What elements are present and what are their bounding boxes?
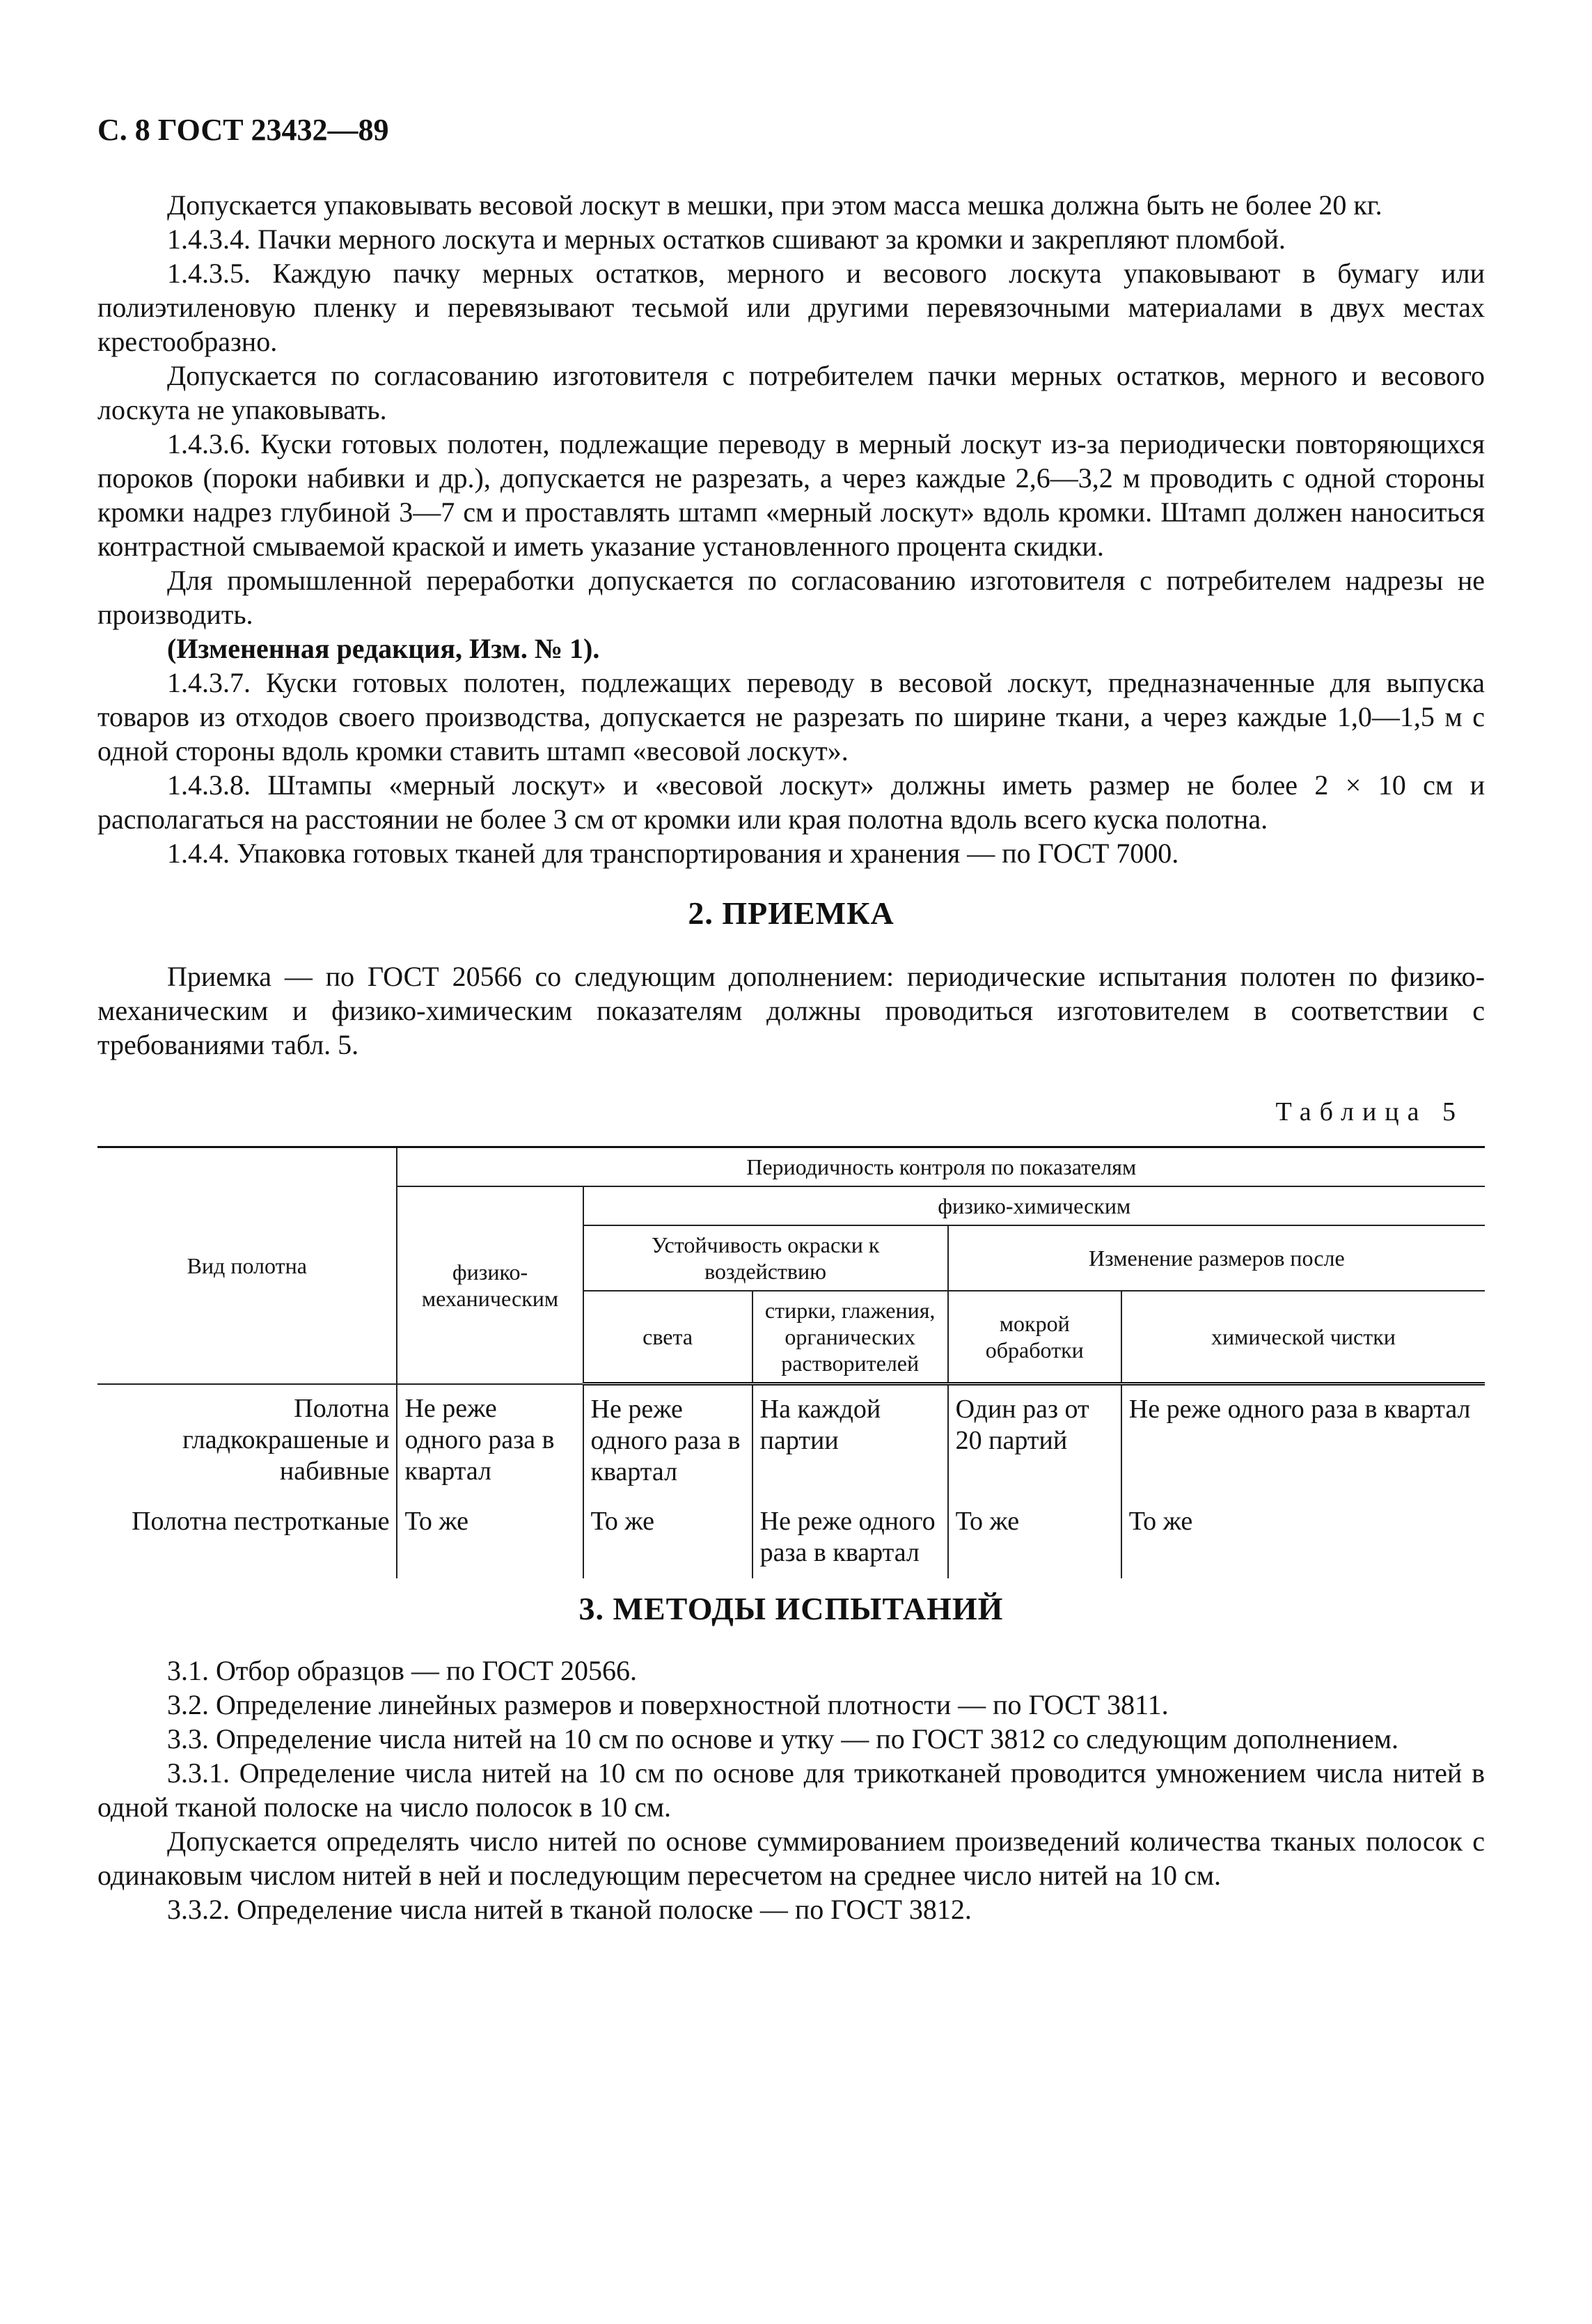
paragraph: 3.3.2. Определение числа нитей в тканой полоске — по ГОСТ 3812.: [167, 1894, 972, 1925]
table-cell: То же: [397, 1498, 583, 1578]
table-cell: Не реже одного раза в квартал: [583, 1384, 752, 1498]
table-cell: То же: [948, 1498, 1121, 1578]
paragraph: 1.4.3.7. Куски готовых полотен, подлежащих переводу в весовой лоскут, предназначенные для выпуска товаров из отходов своего производства, допускается не разрезать по ширине ткани, а через каждые 1,0—1,5 м с одной стороны вдоль кромки ставить штамп «весовой лоскут».: [97, 667, 1485, 767]
section-title-test-methods: 3. МЕТОДЫ ИСПЫТАНИЙ: [578, 1591, 1004, 1626]
header-cell-size-change: Изменение размеров после: [948, 1225, 1485, 1291]
table-caption: Таблица 5: [1275, 1097, 1464, 1126]
table-cell: Полотна пестротканые: [97, 1498, 397, 1578]
table-cell: Не реже одного раза в квартал: [752, 1498, 948, 1578]
table-cell: То же: [583, 1498, 752, 1578]
paragraph: Допускается определять число нитей по основе суммированием произведений количества тканых полосок с одинаковым числом нитей в ней и последующим пересчетом на среднее число нитей на 10 см.: [97, 1826, 1485, 1891]
paragraph: 1.4.3.6. Куски готовых полотен, подлежащие переводу в мерный лоскут из-за периодически повторяющихся пороков (пороки набивки и др.), допускается не разрезать, а через каждые 2,6—3,2 м проводить с одной стороны кромки надрез глубиной 3—7 см и проставлять штамп «мерный лоскут» вдоль кромки. Штамп должен наноситься контрастной смываемой краской и иметь указание установленного процента скидки.: [97, 428, 1485, 562]
header-cell-phys-chem: физико-химическим: [583, 1186, 1485, 1225]
table-cell: На каждой партии: [752, 1384, 948, 1498]
section-title-acceptance: 2. ПРИЕМКА: [688, 895, 894, 931]
table-cell: Не реже одного раза в квартал: [397, 1384, 583, 1498]
table-row: [97, 1384, 1485, 1498]
page-header: С. 8 ГОСТ 23432—89: [97, 113, 389, 147]
paragraph: 1.4.3.8. Штампы «мерный лоскут» и «весовой лоскут» должны иметь размер не более 2 × 10 см и располагаться на расстоянии не более 3 см от кромки или края полотна вдоль всего куска полотна.: [97, 769, 1485, 835]
header-cell-kind: Вид полотна: [97, 1147, 397, 1384]
header-cell-color-fastness: Устойчивость окраски к воздействию: [583, 1225, 948, 1291]
table-cell: Не реже одного раза в квартал: [1121, 1384, 1485, 1498]
table-cell: Один раз от 20 партий: [948, 1384, 1121, 1498]
table-cell: Полотна гладкокрашеные и набивные: [97, 1384, 397, 1498]
header-cell-wet: мокрой обработки: [948, 1291, 1121, 1384]
paragraph: 3.1. Отбор образцов — по ГОСТ 20566.: [167, 1655, 637, 1686]
header-cell-washing: стирки, глажения, органических растворителей: [752, 1291, 948, 1384]
header-cell-periodicity: Периодичность контроля по показателям: [397, 1147, 1485, 1187]
header-cell-light: света: [583, 1291, 752, 1384]
paragraph: 3.3. Определение числа нитей на 10 см по основе и утку — по ГОСТ 3812 со следующим дополнением.: [167, 1723, 1399, 1754]
table-5: [97, 1146, 1485, 1578]
header-cell-dry-clean: химической чистки: [1121, 1291, 1485, 1384]
intro-text: [97, 188, 1485, 870]
amendment-note: (Измененная редакция, Изм. № 1).: [167, 633, 600, 664]
paragraph: Допускается упаковывать весовой лоскут в мешки, при этом масса мешка должна быть не более 20 кг.: [167, 189, 1382, 221]
paragraph: Приемка — по ГОСТ 20566 со следующим дополнением: периодические испытания полотен по физико-механическим и физико-химическим показателям должны проводиться изготовителем в соответствии с требованиями табл. 5.: [97, 961, 1485, 1060]
paragraph: 1.4.4. Упаковка готовых тканей для транспортирования и хранения — по ГОСТ 7000.: [167, 838, 1179, 869]
paragraph: 3.3.1. Определение числа нитей на 10 см по основе для трикотканей проводится умножением числа нитей в одной тканой полоске на число полосок в 10 см.: [97, 1757, 1485, 1823]
paragraph: Для промышленной переработки допускается по согласованию изготовителя с потребителем надрезы не производить.: [97, 565, 1485, 630]
table-cell: То же: [1121, 1498, 1485, 1578]
paragraph: 1.4.3.4. Пачки мерного лоскута и мерных остатков сшивают за кромки и закрепляют пломбой.: [167, 223, 1286, 255]
test-methods-text: [97, 1654, 1485, 1926]
header-cell-phys-mech: физико-механическим: [397, 1186, 583, 1384]
paragraph: Допускается по согласованию изготовителя с потребителем пачки мерных остатков, мерного и весового лоскута не упаковывать.: [97, 360, 1485, 425]
paragraph: 1.4.3.5. Каждую пачку мерных остатков, мерного и весового лоскута упаковывают в бумагу или полиэтиленовую пленку и перевязывают тесьмой или другими перевязочными материалами в двух местах крестообразно.: [97, 258, 1485, 357]
paragraph: 3.2. Определение линейных размеров и поверхностной плотности — по ГОСТ 3811.: [167, 1689, 1169, 1720]
table-row: [97, 1498, 1485, 1578]
